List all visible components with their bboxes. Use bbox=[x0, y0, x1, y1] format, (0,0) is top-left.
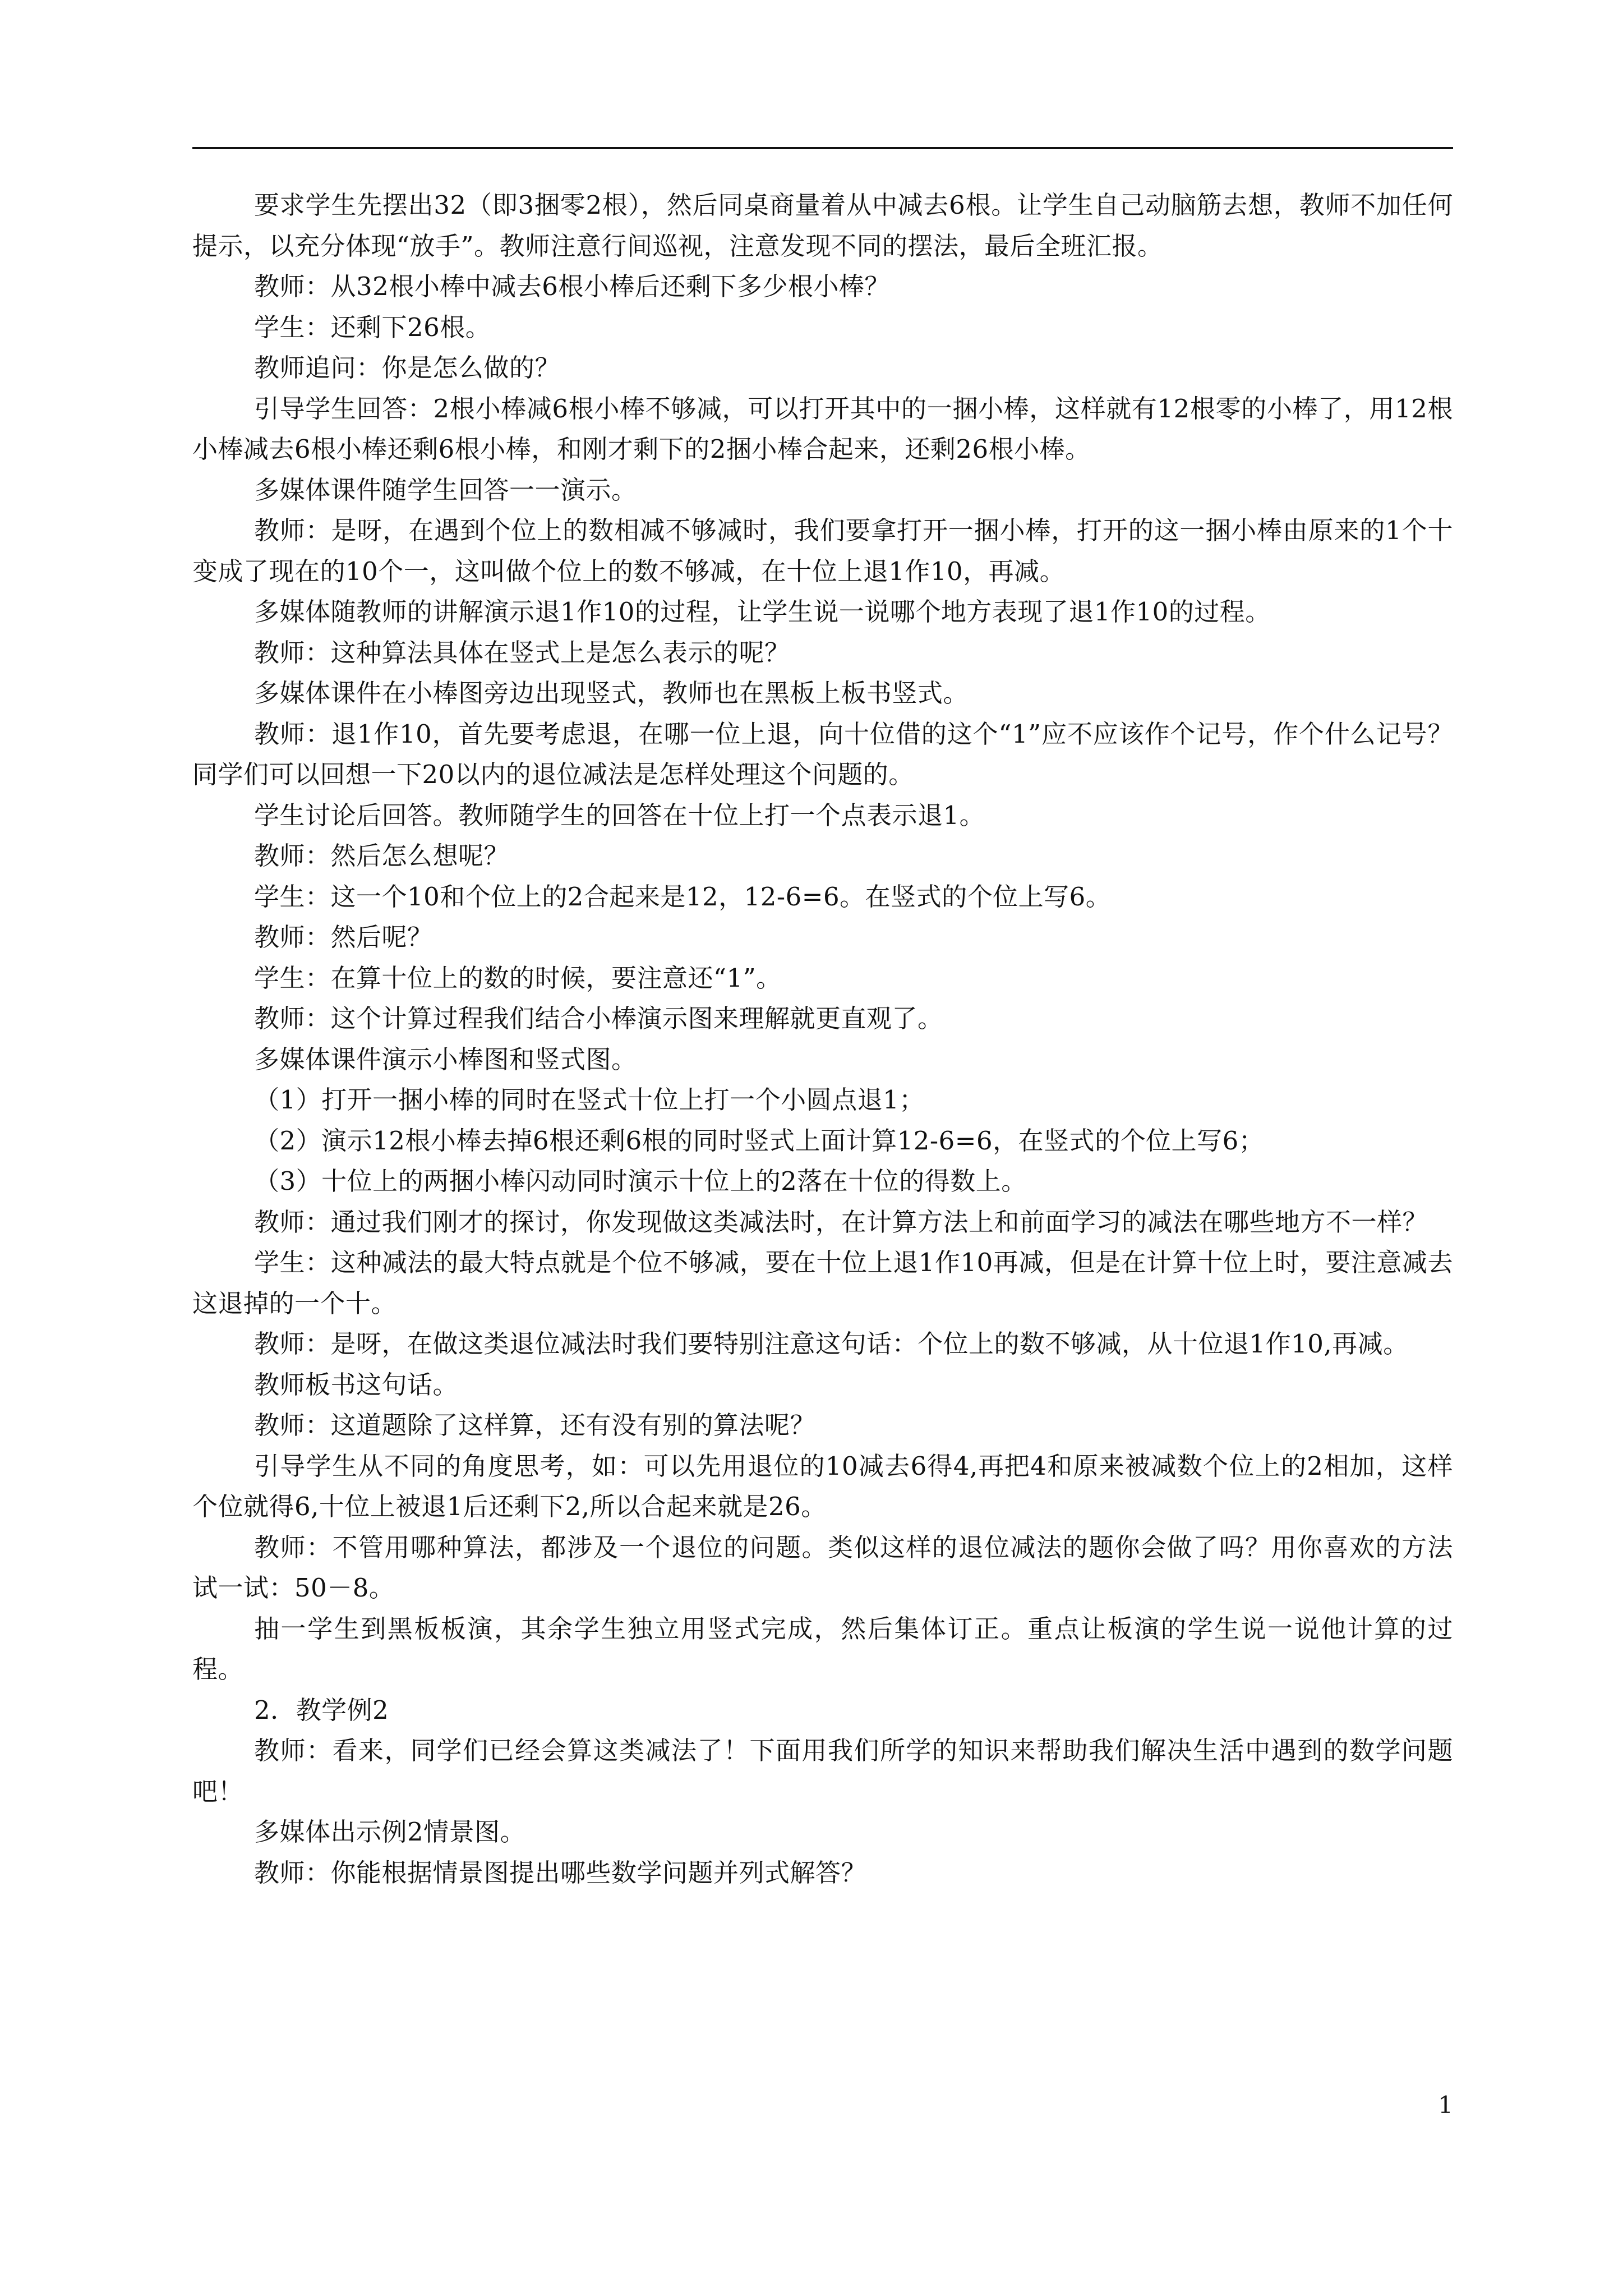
page-number: 1 bbox=[1438, 2091, 1453, 2119]
paragraph: 学生：这一个10和个位上的2合起来是12，12-6=6。在竖式的个位上写6。 bbox=[254, 881, 1112, 912]
paragraph: 教师：这种算法具体在竖式上是怎么表示的呢？ bbox=[254, 637, 790, 668]
paragraph: 学生：还剩下26根。 bbox=[254, 312, 491, 342]
paragraph: 引导学生回答：2根小棒减6根小棒不够减，可以打开其中的一捆小棒，这样就有12根零的小棒了，用12根小棒减去6根小棒还剩6根小棒，和刚才剩下的2捆小棒合起来，还剩26根小棒。 bbox=[192, 393, 1453, 464]
paragraph: 学生：这种减法的最大特点就是个位不够减，要在十位上退1作10再减，但是在计算十位上时，要注意减去这退掉的一个十。 bbox=[192, 1248, 1453, 1318]
paragraph: 多媒体随教师的讲解演示退1作10的过程，让学生说一说哪个地方表现了退1作10的过程。 bbox=[254, 597, 1271, 627]
paragraph: 多媒体课件演示小棒图和竖式图。 bbox=[254, 1044, 637, 1074]
paragraph: 教师：从32根小棒中减去6根小棒后还剩下多少根小棒？ bbox=[254, 272, 890, 301]
paragraph: 教师：你能根据情景图提出哪些数学问题并列式解答？ bbox=[254, 1857, 867, 1888]
paragraph: 引导学生从不同的角度思考，如：可以先用退位的10减去6得4,再把4和原来被减数个位上的2相加，这样个位就得6,十位上被退1后还剩下2,所以合起来就是26。 bbox=[192, 1451, 1453, 1521]
paragraph: 教师：通过我们刚才的探讨，你发现做这类减法时，在计算方法上和前面学习的减法在哪些地方不一样？ bbox=[254, 1207, 1428, 1237]
document-body bbox=[192, 185, 1453, 1893]
paragraph: 教师：然后呢？ bbox=[254, 922, 433, 952]
paragraph: 多媒体课件在小棒图旁边出现竖式，教师也在黑板上板书竖式。 bbox=[254, 678, 969, 708]
paragraph: 教师：不管用哪种算法，都涉及一个退位的问题。类似这样的退位减法的题你会做了吗？用你喜欢的方法试一试：50－8。 bbox=[192, 1532, 1453, 1603]
paragraph: 多媒体出示例2情景图。 bbox=[254, 1817, 526, 1847]
paragraph: 教师：这个计算过程我们结合小棒演示图来理解就更直观了。 bbox=[254, 1004, 943, 1033]
list-item: （3）十位上的两捆小棒闪动同时演示十位上的2落在十位的得数上。 bbox=[254, 1166, 1027, 1196]
paragraph: 教师：是呀，在遇到个位上的数相减不够减时，我们要拿打开一捆小棒，打开的这一捆小棒由原来的1个十变成了现在的10个一，这叫做个位上的数不够减，在十位上退1作10，再减。 bbox=[192, 516, 1453, 586]
paragraph: 教师：退1作10，首先要考虑退，在哪一位上退，向十位借的这个“1”应不应该作个记号，作个什么记号？同学们可以回想一下20以内的退位减法是怎样处理这个问题的。 bbox=[192, 719, 1453, 789]
list-item: （1）打开一捆小棒的同时在竖式十位上打一个小圆点退1； bbox=[254, 1085, 925, 1115]
paragraph: 教师：这道题除了这样算，还有没有别的算法呢？ bbox=[254, 1410, 816, 1440]
list-item: （2）演示12根小棒去掉6根还剩6根的同时竖式上面计算12-6=6，在竖式的个位上写6； bbox=[254, 1125, 1265, 1156]
paragraph: 教师板书这句话。 bbox=[254, 1369, 459, 1400]
paragraph: 学生讨论后回答。教师随学生的回答在十位上打一个点表示退1。 bbox=[254, 800, 985, 830]
paragraph: 教师追问：你是怎么做的？ bbox=[254, 353, 561, 383]
paragraph: 教师：是呀，在做这类退位减法时我们要特别注意这句话：个位上的数不够减，从十位退1作10,再减。 bbox=[254, 1329, 1409, 1359]
paragraph: 教师：看来，同学们已经会算这类减法了！下面用我们所学的知识来帮助我们解决生活中遇到的数学问题吧！ bbox=[192, 1736, 1453, 1806]
section-heading: 2．教学例2 bbox=[254, 1695, 389, 1725]
paragraph: 要求学生先摆出32（即3捆零2根），然后同桌商量着从中减去6根。让学生自己动脑筋去想，教师不加任何提示，以充分体现“放手”。教师注意行间巡视，注意发现不同的摆法，最后全班汇报。 bbox=[192, 190, 1453, 261]
paragraph: 学生：在算十位上的数的时候，要注意还“1”。 bbox=[254, 963, 782, 993]
header-rule bbox=[192, 147, 1453, 149]
paragraph: 抽一学生到黑板板演，其余学生独立用竖式完成，然后集体订正。重点让板演的学生说一说他计算的过程。 bbox=[192, 1613, 1453, 1684]
paragraph: 多媒体课件随学生回答一一演示。 bbox=[254, 475, 637, 505]
paragraph: 教师：然后怎么想呢？ bbox=[254, 841, 510, 871]
